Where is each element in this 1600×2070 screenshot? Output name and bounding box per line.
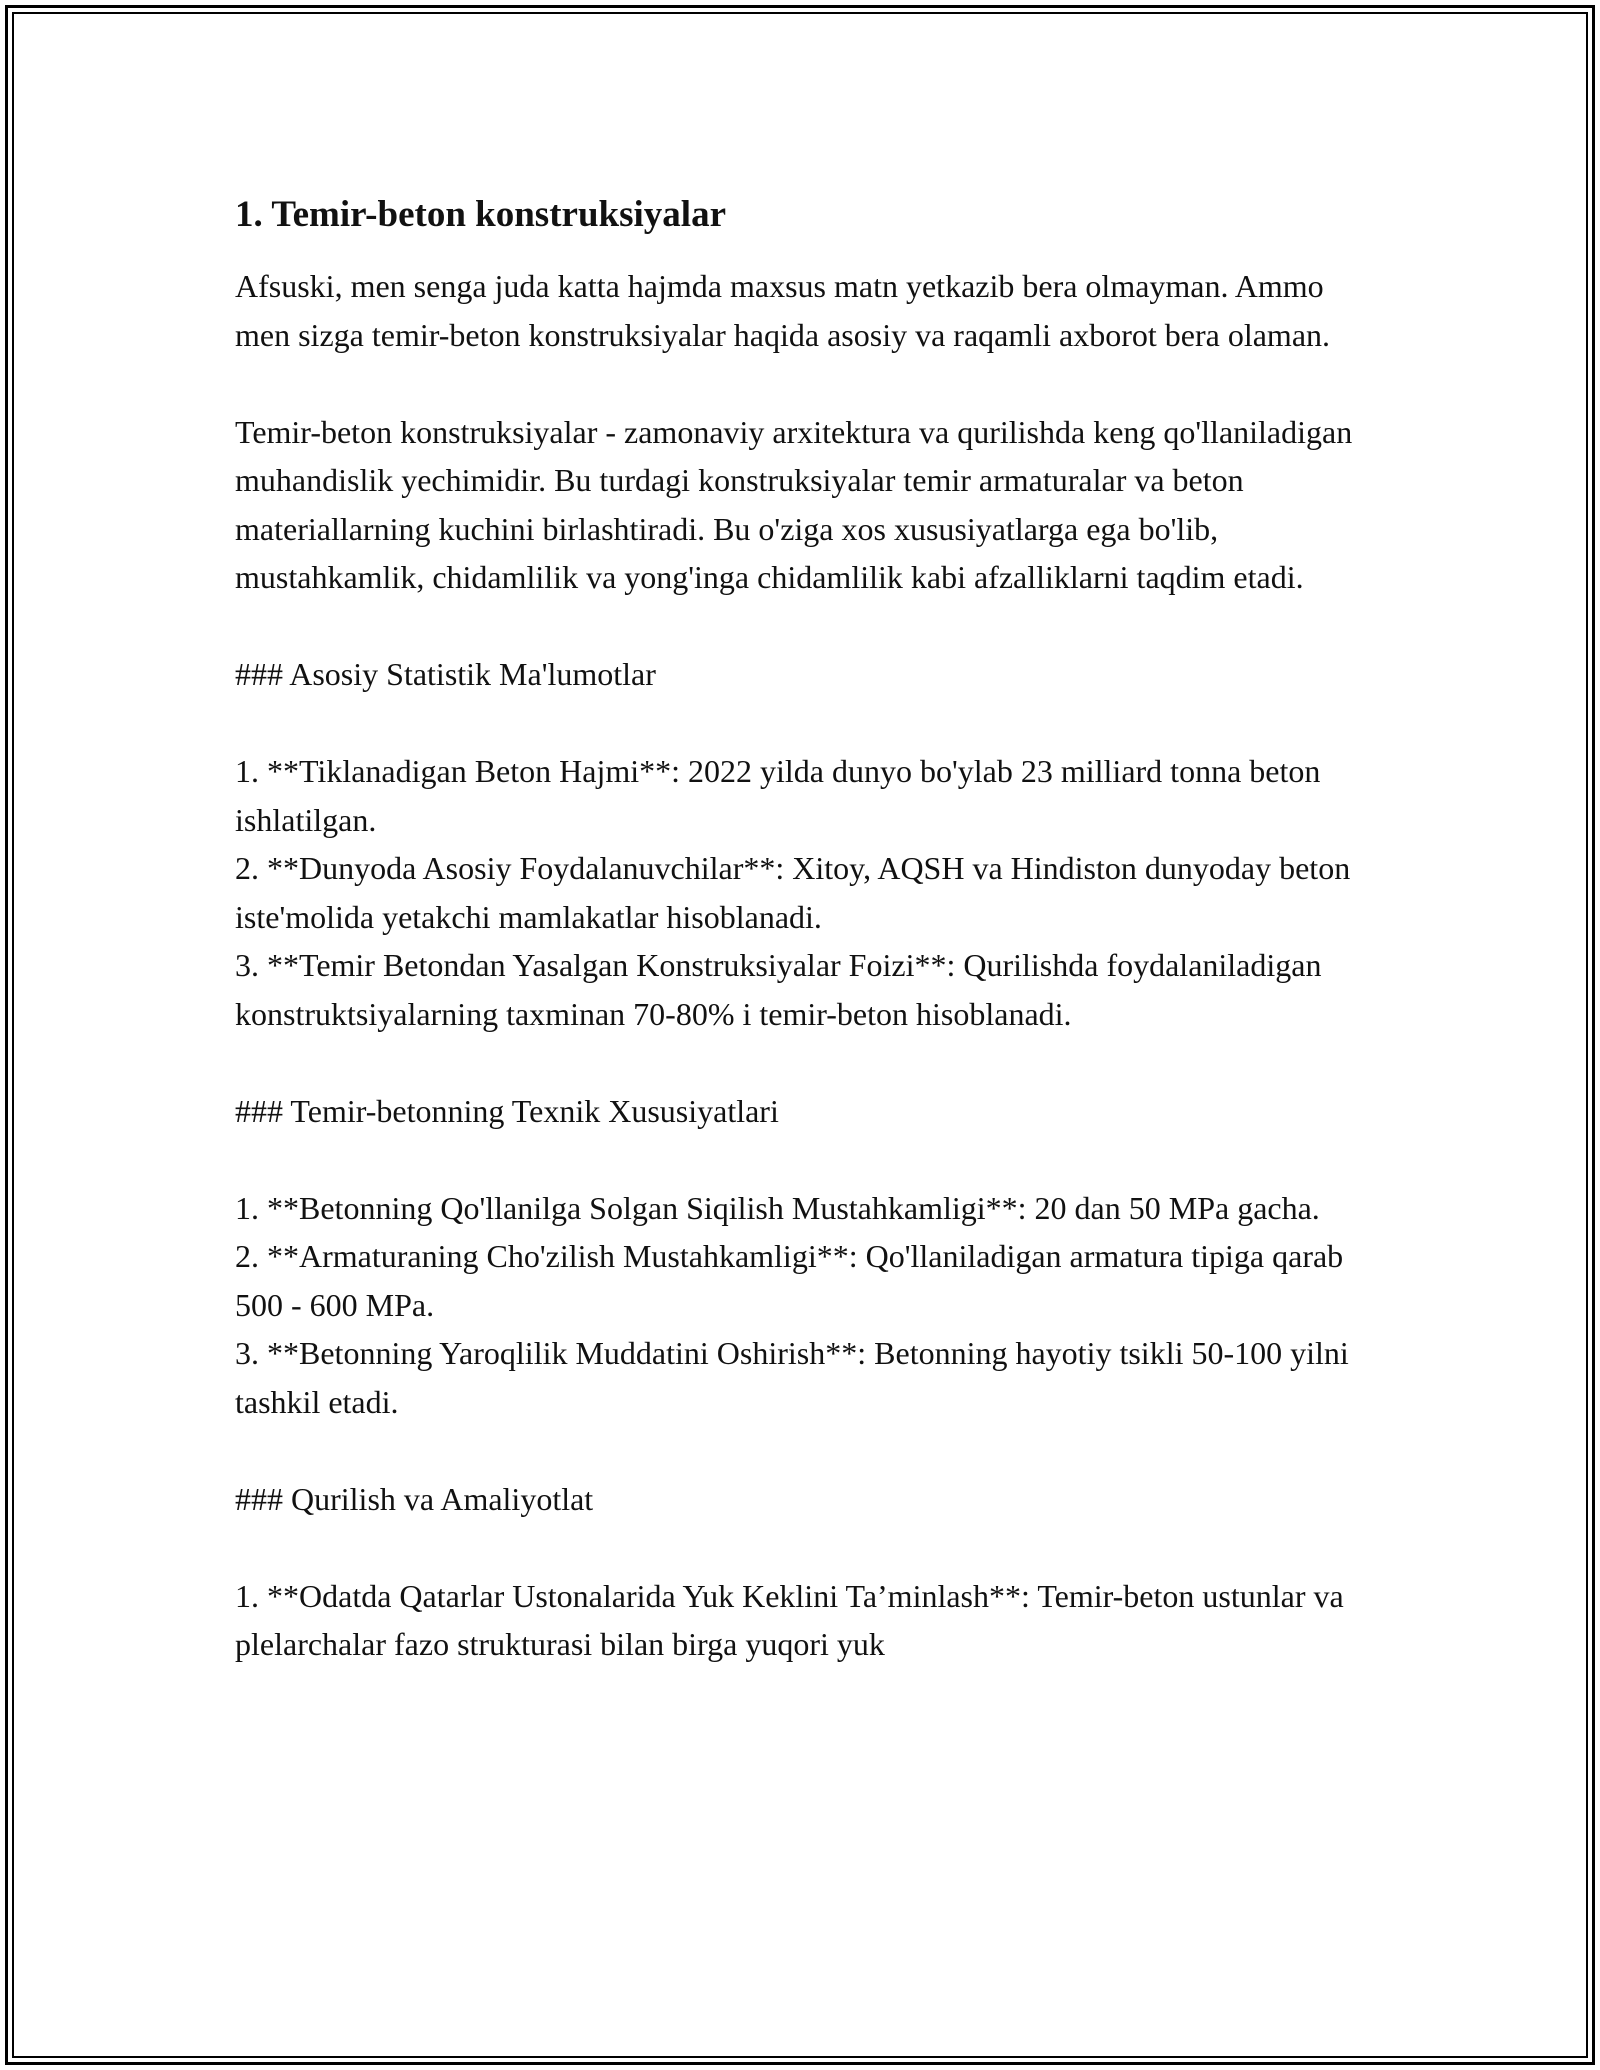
document-body bbox=[235, 190, 1365, 1669]
list-item: 3. **Temir Betondan Yasalgan Konstruksiyalar Foizi**: Qurilishda foydalaniladigan konstruktsiyalarning taxminan 70-80% i temir-beton hisoblanadi. bbox=[235, 947, 1322, 1032]
list-item: 3. **Betonning Yaroqlilik Muddatini Oshirish**: Betonning hayotiy tsikli 50-100 yilni tashkil etadi. bbox=[235, 1335, 1349, 1420]
list-item: 2. **Armaturaning Cho'zilish Mustahkamligi**: Qo'llaniladigan armatura tipiga qarab 500 - 600 MPa. bbox=[235, 1238, 1344, 1323]
intro-paragraph: Afsuski, men senga juda katta hajmda maxsus matn yetkazib bera olmayman. Ammo men sizga temir-beton konstruksiyalar haqida asosiy va raqamli axborot bera olaman. bbox=[235, 268, 1331, 353]
spacer bbox=[235, 1038, 1365, 1087]
spacer bbox=[235, 602, 1365, 651]
section-heading-statistics: ### Asosiy Statistik Ma'lumotlar bbox=[235, 656, 656, 692]
overview-paragraph: Temir-beton konstruksiyalar - zamonaviy arxitektura va qurilishda keng qo'llaniladigan muhandislik yechimidir. Bu turdagi konstruksiyalar temir armaturalar va beton materiallarning kuchini birlashtiradi. Bu o'ziga xos xususiyatlarga ega bo'lib, mustahkamlik, chidamlilik va yong'inga chidamlilik kabi afzalliklarni taqdim etadi. bbox=[235, 413, 1353, 595]
spacer bbox=[235, 1135, 1365, 1184]
spacer bbox=[235, 1523, 1365, 1572]
document-title: 1. Temir-beton konstruksiyalar bbox=[235, 194, 726, 235]
list-item: 1. **Odatda Qatarlar Ustonalarida Yuk Keklini Ta’minlash**: Temir-beton ustunlar va plelarchalar fazo strukturasi bilan birga yuqori yuk bbox=[235, 1577, 1344, 1662]
spacer bbox=[235, 359, 1365, 408]
list-item: 2. **Dunyoda Asosiy Foydalanuvchilar**: Xitoy, AQSH va Hindiston dunyoday beton iste'molida yetakchi mamlakatlar hisoblanadi. bbox=[235, 850, 1351, 935]
spacer bbox=[235, 1426, 1365, 1475]
spacer bbox=[235, 699, 1365, 748]
section-heading-construction: ### Qurilish va Amaliyotlat bbox=[235, 1480, 594, 1517]
section-heading-technical: ### Temir-betonning Texnik Xususiyatlari bbox=[235, 1092, 779, 1129]
list-item: 1. **Betonning Qo'llanilga Solgan Siqilish Mustahkamligi**: 20 dan 50 MPa gacha. bbox=[235, 1189, 1320, 1226]
list-item: 1. **Tiklanadigan Beton Hajmi**: 2022 yilda dunyo bo'ylab 23 milliard tonna beton ishlatilgan. bbox=[235, 753, 1321, 838]
